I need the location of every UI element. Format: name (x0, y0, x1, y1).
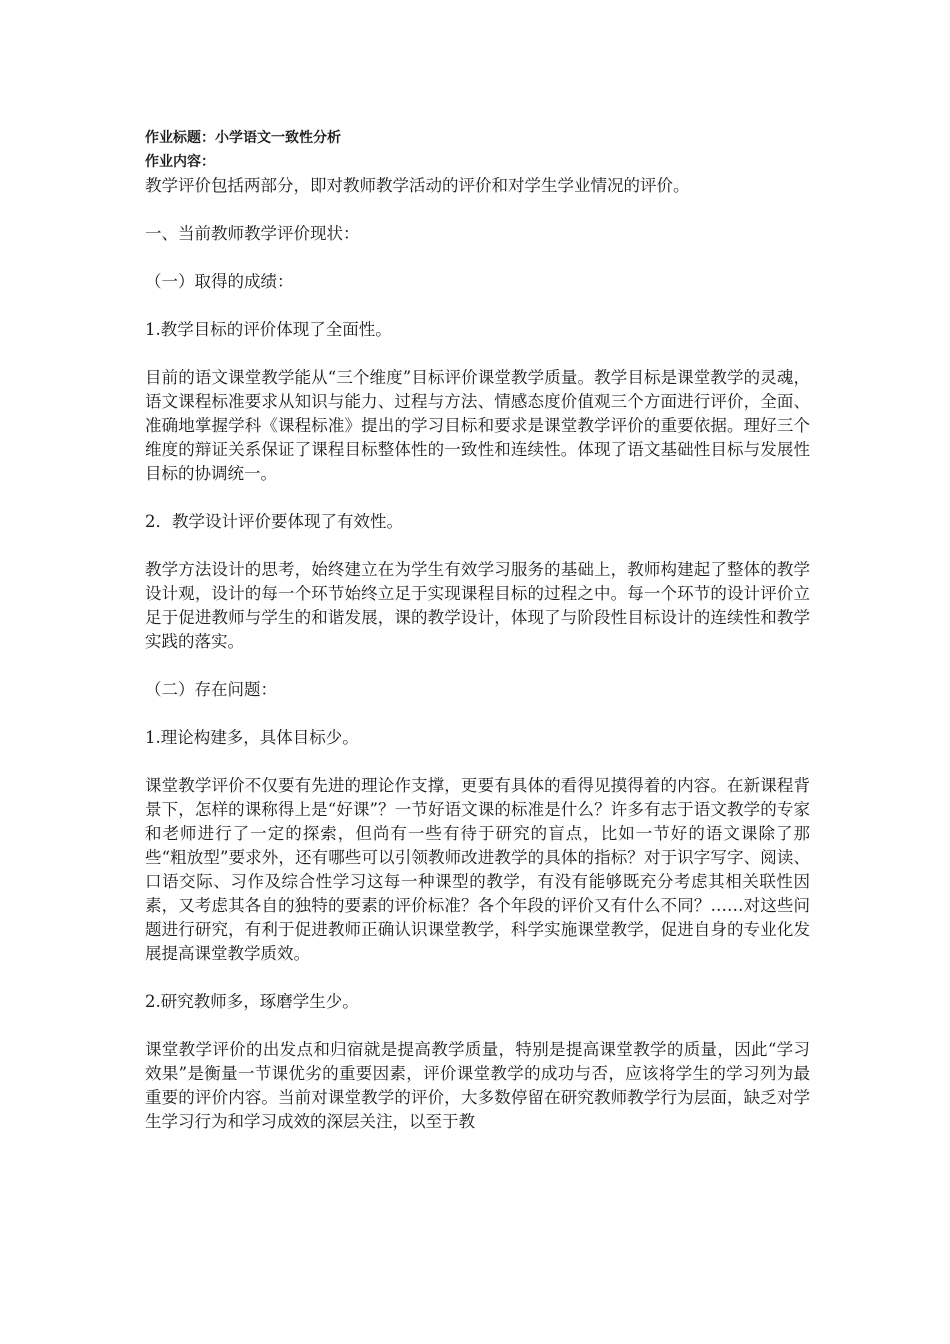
subsection-heading-1: （一）取得的成绩： (145, 272, 294, 291)
item-3-title: 1.理论构建多，具体目标少。 (145, 728, 359, 747)
item-3-paragraph: 课堂教学评价不仅要有先进的理论作支撑，更要有具体的看得见摸得着的内容。在新课程背景下，怎样的课称得上是“好课”？一节好语文课的标准是什么？许多有志于语文教学的专家和老师进行了一定的探索，但尚有一些有待于研究的盲点，比如一节好的语文课除了那些“粗放型”要求外，还有哪些可以引领教师改进教学的具体的指标？对于识字写字、阅读、口语交际、习作及综合性学习这每一种课型的教学，有没有能够既充分考虑其相关联性因素，又考虑其各自的独特的要素的评价标准？各个年段的评价又有什么不同？……对这些问题进行研究，有利于促进教师正确认识课堂教学，科学实施课堂教学，促进自身的专业化发展提高课堂教学质效。 (145, 776, 810, 963)
assignment-title: 作业标题：小学语文一致性分析 (145, 130, 341, 146)
item-2-paragraph: 教学方法设计的思考，始终建立在为学生有效学习服务的基础上，教师构建起了整体的教学设计观，设计的每一个环节始终立足于实现课程目标的过程之中。每一个环节的设计评价立足于促进教师与学生的和谐发展，课的教学设计，体现了与阶段性目标设计的连续性和教学实践的落实。 (145, 560, 810, 651)
item-1-title: 1.教学目标的评价体现了全面性。 (145, 320, 392, 339)
subsection-heading-2: （二）存在问题： (145, 680, 277, 699)
section-heading-1: 一、当前教师教学评价现状： (145, 224, 360, 243)
item-1-paragraph: 目前的语文课堂教学能从“三个维度”目标评价课堂教学质量。教学目标是课堂教学的灵魂，语文课程标准要求从知识与能力、过程与方法、情感态度价值观三个方面进行评价，全面、准确地掌握学科《课程标准》提出的学习目标和要求是课堂教学评价的重要依据。理好三个维度的辩证关系保证了课程目标整体性的一致性和连续性。体现了语文基础性目标与发展性目标的协调统一。 (145, 368, 810, 483)
item-4-paragraph: 课堂教学评价的出发点和归宿就是提高教学质量，特别是提高课堂教学的质量，因此“学习效果”是衡量一节课优劣的重要因素，评价课堂教学的成功与否，应该将学生的学习列为最重要的评价内容。当前对课堂教学的评价，大多数停留在研究教师教学行为层面，缺乏对学生学习行为和学习成效的深层关注，以至于教 (145, 1040, 810, 1131)
item-2-title: 2．教学设计评价要体现了有效性。 (145, 512, 403, 531)
assignment-content-label: 作业内容： (145, 154, 215, 170)
item-4-title: 2.研究教师多，琢磨学生少。 (145, 992, 359, 1011)
document-page (145, 126, 810, 1134)
intro-paragraph: 教学评价包括两部分，即对教师教学活动的评价和对学生学业情况的评价。 (145, 176, 690, 195)
